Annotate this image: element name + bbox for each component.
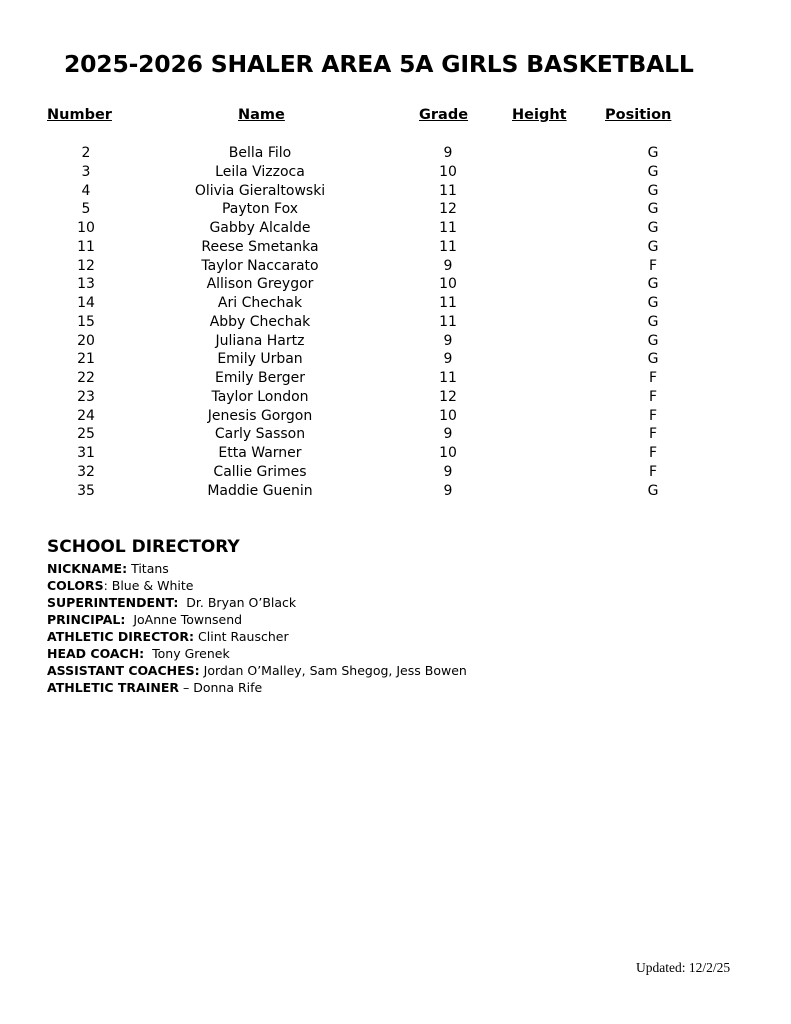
directory-entry xyxy=(47,577,467,594)
directory-value: JoAnne Townsend xyxy=(125,612,243,627)
player-position: G xyxy=(647,238,659,255)
player-position: F xyxy=(648,370,658,386)
roster-row xyxy=(0,200,791,219)
directory-value: – Donna Rife xyxy=(179,680,263,695)
player-position: F xyxy=(648,445,658,461)
player-number: 15 xyxy=(77,313,95,330)
player-number: 23 xyxy=(77,388,95,405)
player-name: Emily Urban xyxy=(217,351,303,368)
player-name: Olivia Gieraltowski xyxy=(194,182,326,199)
directory-label: ATHLETIC DIRECTOR: xyxy=(47,629,195,644)
directory-entry xyxy=(47,628,467,645)
roster-row xyxy=(0,444,791,463)
player-position: G xyxy=(647,163,659,180)
player-position: G xyxy=(647,276,659,293)
player-number: 31 xyxy=(77,445,95,461)
header-position: Position xyxy=(605,107,672,123)
roster-row xyxy=(0,313,791,332)
roster-row xyxy=(0,407,791,426)
directory-label: PRINCIPAL: xyxy=(47,612,126,627)
player-grade: 9 xyxy=(443,257,453,274)
page-title: 2025-2026 SHALER AREA 5A GIRLS BASKETBALL xyxy=(64,50,694,78)
player-number: 14 xyxy=(77,295,95,311)
player-position: F xyxy=(648,257,658,274)
directory-value: Titans xyxy=(127,561,169,576)
directory-value: Clint Rauscher xyxy=(194,629,289,644)
directory-label: NICKNAME: xyxy=(47,561,128,576)
directory-entry xyxy=(47,679,467,696)
player-grade: 9 xyxy=(443,482,453,499)
player-grade: 9 xyxy=(443,145,453,161)
directory-value: Dr. Bryan O’Black xyxy=(178,595,297,610)
player-number: 12 xyxy=(77,257,95,274)
player-name: Allison Greygor xyxy=(206,276,314,293)
player-name: Emily Berger xyxy=(215,370,305,386)
player-number: 24 xyxy=(77,407,95,424)
player-position: G xyxy=(647,313,659,330)
directory-label: HEAD COACH: xyxy=(47,646,145,661)
player-position: G xyxy=(647,182,659,199)
player-number: 25 xyxy=(77,426,95,443)
player-grade: 12 xyxy=(439,201,457,218)
player-number: 4 xyxy=(81,182,91,199)
player-name: Callie Grimes xyxy=(213,463,307,480)
roster-row xyxy=(0,257,791,276)
player-name: Payton Fox xyxy=(221,201,299,218)
roster-row xyxy=(0,463,791,482)
roster-row xyxy=(0,275,791,294)
player-position: F xyxy=(648,407,658,424)
directory-label: COLORS xyxy=(47,578,104,593)
roster-row xyxy=(0,369,791,388)
player-number: 3 xyxy=(81,163,91,180)
roster-row xyxy=(0,350,791,369)
player-name: Bella Filo xyxy=(228,145,292,161)
player-name: Taylor London xyxy=(211,388,309,405)
directory-entry xyxy=(47,645,467,662)
player-grade: 12 xyxy=(439,388,457,405)
player-number: 13 xyxy=(77,276,95,293)
player-position: F xyxy=(648,426,658,443)
player-grade: 10 xyxy=(439,445,457,461)
directory-label: ATHLETIC TRAINER xyxy=(47,680,180,695)
directory-entry xyxy=(47,594,467,611)
player-name: Gabby Alcalde xyxy=(209,220,311,236)
player-number: 10 xyxy=(77,220,95,236)
player-number: 35 xyxy=(77,482,95,499)
player-name: Etta Warner xyxy=(218,445,302,461)
player-position: G xyxy=(647,201,659,218)
roster-row xyxy=(0,332,791,351)
directory-title: SCHOOL DIRECTORY xyxy=(47,537,240,557)
player-number: 20 xyxy=(77,332,95,349)
header-grade: Grade xyxy=(419,107,469,123)
player-position: F xyxy=(648,463,658,480)
roster-row xyxy=(0,294,791,313)
directory-label: SUPERINTENDENT: xyxy=(47,595,179,610)
roster-row xyxy=(0,144,791,163)
roster-table xyxy=(0,144,791,500)
player-grade: 11 xyxy=(439,182,457,199)
player-grade: 11 xyxy=(439,220,457,236)
player-position: G xyxy=(647,482,659,499)
player-grade: 10 xyxy=(439,407,457,424)
directory-entry xyxy=(47,611,467,628)
roster-row xyxy=(0,182,791,201)
player-grade: 10 xyxy=(439,276,457,293)
roster-row xyxy=(0,482,791,501)
player-number: 5 xyxy=(81,201,91,218)
directory-value: Tony Grenek xyxy=(144,646,230,661)
player-name: Ari Chechak xyxy=(217,295,303,311)
player-name: Jenesis Gorgon xyxy=(207,407,313,424)
roster-row xyxy=(0,238,791,257)
school-directory xyxy=(47,560,467,696)
player-grade: 9 xyxy=(443,332,453,349)
player-position: F xyxy=(648,388,658,405)
header-number: Number xyxy=(47,107,112,123)
player-number: 32 xyxy=(77,463,95,480)
player-grade: 11 xyxy=(439,370,457,386)
player-name: Carly Sasson xyxy=(214,426,306,443)
player-number: 21 xyxy=(77,351,95,368)
player-name: Juliana Hartz xyxy=(215,332,305,349)
directory-entry xyxy=(47,560,467,577)
player-number: 22 xyxy=(77,370,95,386)
roster-row xyxy=(0,163,791,182)
player-number: 2 xyxy=(81,145,91,161)
player-grade: 9 xyxy=(443,351,453,368)
directory-label: ASSISTANT COACHES: xyxy=(47,663,200,678)
directory-value: : Blue & White xyxy=(103,578,194,593)
player-grade: 10 xyxy=(439,163,457,180)
updated-date: Updated: 12/2/25 xyxy=(636,960,731,975)
player-grade: 9 xyxy=(443,463,453,480)
header-height: Height xyxy=(512,107,567,123)
player-grade: 11 xyxy=(439,313,457,330)
player-name: Leila Vizzoca xyxy=(215,163,305,180)
player-grade: 9 xyxy=(443,426,453,443)
player-grade: 11 xyxy=(439,295,457,311)
roster-row xyxy=(0,388,791,407)
player-position: G xyxy=(647,220,659,236)
player-number: 11 xyxy=(77,238,95,255)
roster-row xyxy=(0,219,791,238)
header-name: Name xyxy=(238,107,285,123)
player-position: G xyxy=(647,295,659,311)
player-position: G xyxy=(647,351,659,368)
player-grade: 11 xyxy=(439,238,457,255)
player-name: Reese Smetanka xyxy=(201,238,319,255)
player-name: Taylor Naccarato xyxy=(201,257,319,274)
player-position: G xyxy=(647,332,659,349)
directory-value: Jordan O’Malley, Sam Shegog, Jess Bowen xyxy=(199,663,467,678)
player-name: Abby Chechak xyxy=(209,313,311,330)
roster-row xyxy=(0,425,791,444)
player-position: G xyxy=(647,145,659,161)
directory-entry xyxy=(47,662,467,679)
player-name: Maddie Guenin xyxy=(207,482,313,499)
